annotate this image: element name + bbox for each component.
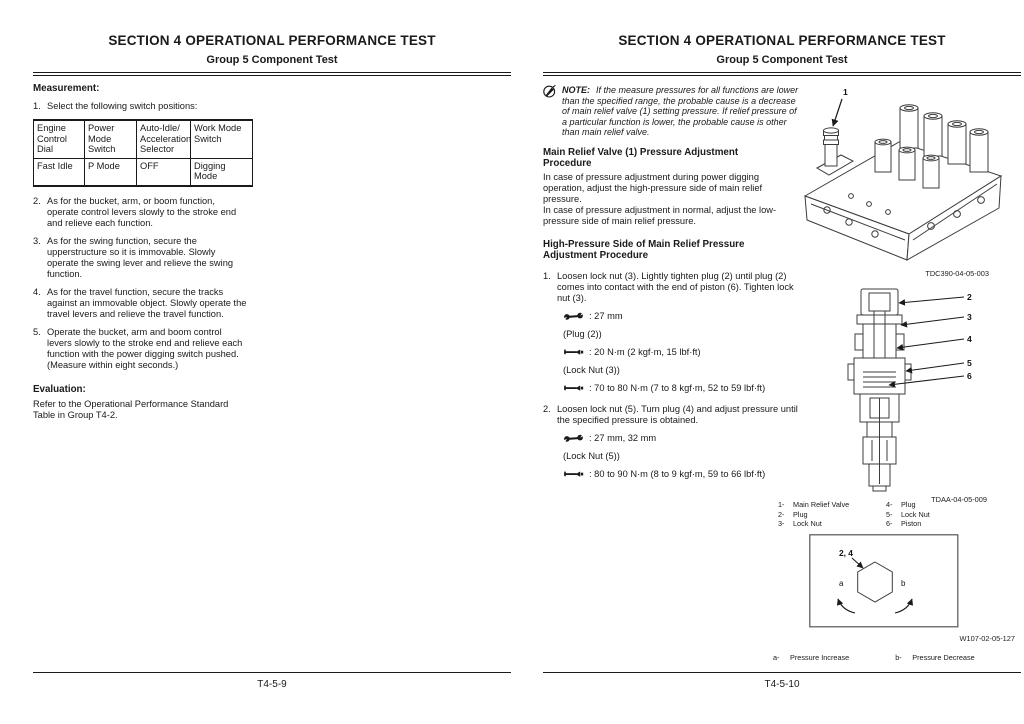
table-header-cell: Auto-Idle/ Acceleration Selector bbox=[137, 120, 191, 158]
legend-label: Lock Nut bbox=[901, 509, 930, 519]
left-content bbox=[33, 83, 249, 421]
step-number: 2. bbox=[33, 195, 41, 206]
list-item bbox=[33, 287, 249, 320]
step-number: 4. bbox=[33, 286, 41, 297]
tool-spec-row bbox=[563, 311, 801, 322]
page-number: T4-5-10 bbox=[764, 679, 800, 690]
figure-caption: W107-02-05-127 bbox=[959, 634, 1015, 643]
tool-spec-row bbox=[563, 383, 801, 394]
list-item bbox=[543, 404, 801, 426]
table-cell: OFF bbox=[137, 158, 191, 186]
table-row bbox=[34, 158, 253, 186]
left-page-header bbox=[33, 34, 511, 76]
table-cell: P Mode bbox=[85, 158, 137, 186]
torque-wrench-icon bbox=[563, 470, 584, 479]
figure-caption: TDC390-04-05-003 bbox=[925, 269, 989, 278]
legend-label: Pressure Increase bbox=[790, 653, 850, 662]
legend-label: Plug bbox=[793, 509, 808, 519]
legend-label: Main Relief Valve bbox=[793, 500, 850, 509]
evaluation-block bbox=[33, 384, 249, 421]
spec-label-row bbox=[563, 365, 801, 376]
spec-text: : 20 N·m (2 kgf·m, 15 lbf·ft) bbox=[589, 346, 701, 357]
spec-label-row bbox=[563, 329, 801, 340]
legend-item bbox=[886, 519, 994, 529]
label-a: a bbox=[839, 579, 844, 588]
list-item bbox=[33, 236, 249, 280]
callout-3: 3 bbox=[967, 312, 972, 322]
callout-2: 2 bbox=[967, 292, 972, 302]
parts-legend bbox=[778, 500, 994, 529]
legend-label: Lock Nut bbox=[793, 519, 822, 529]
table-header-cell: Engine Control Dial bbox=[34, 120, 85, 158]
legend-number: 2- bbox=[778, 509, 785, 519]
wrench-icon bbox=[563, 312, 584, 321]
legend-label: Plug bbox=[901, 500, 916, 509]
step-text: Loosen lock nut (5). Turn plug (4) and adjust pressure until the specified pressure is obtained. bbox=[557, 403, 798, 425]
evaluation-heading: Evaluation: bbox=[33, 383, 86, 395]
right-page-footer bbox=[543, 672, 1021, 692]
tool-spec-row bbox=[563, 469, 801, 480]
figure-plug-rotation bbox=[809, 534, 959, 628]
step-text: As for the travel function, secure the tracks against an immovable object. Slowly operate the travel levers and relieve the travel function. bbox=[47, 286, 247, 319]
table-header-cell: Work Mode Switch bbox=[191, 120, 253, 158]
figure-relief-valve-section bbox=[839, 284, 995, 504]
spec-text: (Plug (2)) bbox=[563, 328, 602, 339]
evaluation-text: Refer to the Operational Performance Standard Table in Group T4-2. bbox=[33, 398, 229, 420]
legend-item bbox=[778, 500, 886, 510]
legend-item bbox=[778, 519, 886, 529]
step-number: 1. bbox=[543, 270, 551, 281]
legend-item bbox=[895, 653, 974, 662]
group-title: Group 5 Component Test bbox=[716, 54, 848, 66]
label-b: b bbox=[901, 579, 906, 588]
step-text: As for the swing function, secure the upperstructure so it is immovable. Slowly operate the swing lever and relieve the swing function. bbox=[47, 235, 234, 279]
callout-1: 1 bbox=[843, 87, 848, 97]
legend-number: 1- bbox=[778, 500, 785, 509]
legend-item bbox=[886, 500, 994, 510]
legend-item bbox=[778, 510, 886, 520]
table-cell: Digging Mode bbox=[191, 158, 253, 186]
group-title: Group 5 Component Test bbox=[206, 54, 338, 66]
legend-number: a- bbox=[773, 653, 780, 662]
note-label: NOTE: bbox=[562, 85, 590, 95]
legend-item bbox=[773, 653, 849, 662]
right-content bbox=[543, 85, 801, 480]
step-number: 2. bbox=[543, 403, 551, 414]
step-text: Operate the bucket, arm and boom control levers slowly to the stroke end and relieve each function with the power digging switch pushed. (Measure within eight seconds.) bbox=[47, 326, 243, 370]
list-item bbox=[33, 101, 249, 112]
procedure-heading: Main Relief Valve (1) Pressure Adjustment Procedure bbox=[543, 146, 739, 169]
paragraph: In case of pressure adjustment in normal, adjust the low-pressure side of main relief pressure. bbox=[543, 204, 777, 226]
legend-column bbox=[778, 500, 886, 529]
section-title: SECTION 4 OPERATIONAL PERFORMANCE TEST bbox=[618, 33, 946, 48]
table-cell: Fast Idle bbox=[34, 158, 85, 186]
spec-label-row bbox=[563, 451, 801, 462]
direction-legend bbox=[773, 653, 975, 662]
step-number: 5. bbox=[33, 326, 41, 337]
list-item bbox=[33, 327, 249, 371]
step-text: Select the following switch positions: bbox=[47, 101, 198, 111]
pen-icon bbox=[543, 85, 556, 98]
callout-6: 6 bbox=[967, 371, 972, 381]
left-page bbox=[33, 34, 511, 710]
measurement-heading: Measurement: bbox=[33, 83, 100, 94]
spec-text: : 27 mm, 32 mm bbox=[589, 432, 657, 443]
legend-column bbox=[886, 500, 994, 529]
list-item bbox=[33, 196, 249, 229]
header-rule bbox=[33, 72, 511, 76]
header-rule bbox=[543, 72, 1021, 76]
table-header-row bbox=[34, 120, 253, 158]
left-page-footer bbox=[33, 672, 511, 692]
figure-caption: TDAA-04-05-009 bbox=[931, 495, 987, 504]
legend-label: Piston bbox=[901, 519, 922, 529]
torque-wrench-icon bbox=[563, 384, 584, 393]
step-number: 1. bbox=[33, 101, 41, 111]
paragraph: In case of pressure adjustment during power digging operation, adjust the high-pressure side of main relief pressure. bbox=[543, 171, 763, 204]
callout-4: 4 bbox=[967, 334, 972, 344]
step-number: 3. bbox=[33, 235, 41, 246]
spec-text: (Lock Nut (3)) bbox=[563, 364, 620, 375]
right-page-header bbox=[543, 34, 1021, 76]
page-number: T4-5-9 bbox=[257, 679, 287, 690]
tool-spec-row bbox=[563, 433, 801, 444]
list-item bbox=[543, 271, 801, 304]
spec-text: : 27 mm bbox=[589, 310, 623, 321]
relief-valve-drawing bbox=[839, 284, 995, 492]
note-block bbox=[543, 85, 801, 138]
step-text: Loosen lock nut (3). Lightly tighten plug (2) until plug (2) comes into contact with the end of piston (6). Tighten lock nut (3). bbox=[557, 270, 794, 303]
legend-number: b- bbox=[895, 653, 902, 662]
figure-control-valve bbox=[791, 84, 1019, 278]
spec-text: : 80 to 90 N·m (8 to 9 kgf·m, 59 to 66 lbf·ft) bbox=[589, 468, 766, 479]
tool-spec-row bbox=[563, 347, 801, 358]
spec-text: (Lock Nut (5)) bbox=[563, 450, 620, 461]
note-text: If the measure pressures for all functions are lower than the specified range, the probable cause is a decrease of main relief valve (1) setting pressure. If relief pressure of a particular function is lower, the probable cause is other than main relief valve. bbox=[562, 85, 799, 138]
legend-number: 4- bbox=[886, 500, 893, 509]
switch-position-table bbox=[33, 119, 253, 187]
callout-5: 5 bbox=[967, 358, 972, 368]
legend-item bbox=[886, 510, 994, 520]
plug-rotation-drawing bbox=[809, 534, 959, 628]
callout-2-4: 2, 4 bbox=[839, 548, 853, 558]
right-page bbox=[543, 34, 1021, 710]
control-valve-drawing bbox=[791, 84, 1019, 266]
legend-number: 6- bbox=[886, 519, 893, 529]
table-header-cell: Power Mode Switch bbox=[85, 120, 137, 158]
section-title: SECTION 4 OPERATIONAL PERFORMANCE TEST bbox=[108, 33, 436, 48]
legend-number: 3- bbox=[778, 519, 785, 529]
legend-label: Pressure Decrease bbox=[912, 653, 975, 662]
torque-wrench-icon bbox=[563, 348, 584, 357]
wrench-icon bbox=[563, 434, 584, 443]
procedure-heading: High-Pressure Side of Main Relief Pressure Adjustment Procedure bbox=[543, 238, 745, 261]
legend-number: 5- bbox=[886, 509, 893, 519]
spec-text: : 70 to 80 N·m (7 to 8 kgf·m, 52 to 59 lbf·ft) bbox=[589, 382, 766, 393]
step-text: As for the bucket, arm, or boom function, operate control levers slowly to the stroke end and relieve each function. bbox=[47, 195, 237, 228]
